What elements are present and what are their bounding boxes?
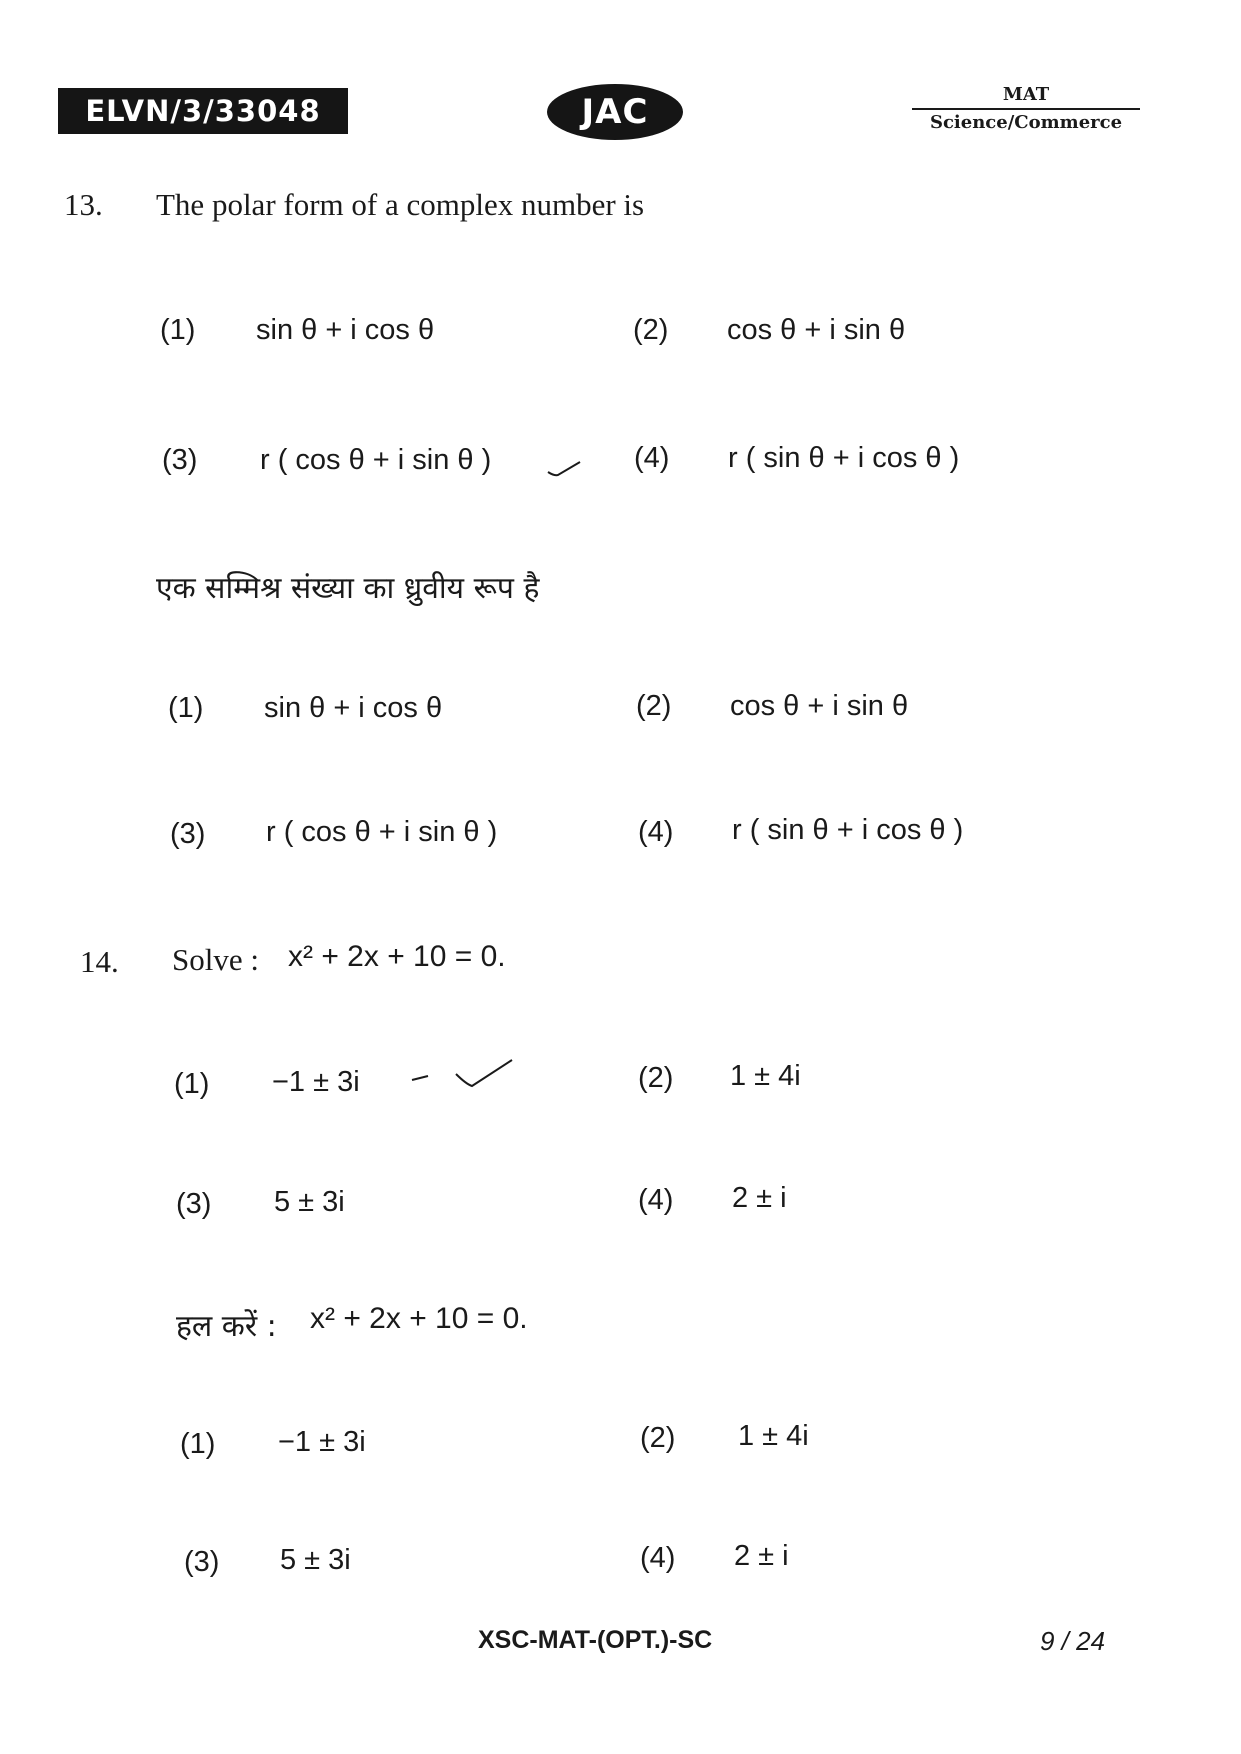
option-text: 2 ± i [732, 1182, 787, 1214]
page-number: 9 / 24 [1040, 1626, 1106, 1656]
question-number: 14. [80, 944, 119, 979]
option-text: cos θ + i sin θ [727, 314, 906, 346]
option-number: (3) [170, 818, 206, 850]
footer-code: XSC-MAT-(OPT.)-SC [478, 1626, 713, 1654]
option-number: (1) [160, 314, 196, 346]
option-text: −1 ± 3i [278, 1426, 366, 1458]
question-prefix: Solve : [172, 942, 259, 977]
question-text-hindi: एक सम्मिश्र संख्या का ध्रुवीय रूप है [156, 571, 540, 606]
option-text: 5 ± 3i [280, 1544, 351, 1576]
subject-label: MAT [912, 84, 1140, 110]
option-text: 1 ± 4i [730, 1060, 801, 1092]
jac-logo: JAC [547, 84, 683, 140]
option-number: (4) [634, 442, 670, 474]
check-mark-icon [410, 1056, 514, 1090]
question-prefix-hindi: हल करें : [176, 1309, 277, 1344]
option-text: sin θ + i cos θ [256, 314, 435, 346]
equation: x² + 2x + 10 = 0. [288, 940, 506, 973]
option-number: (2) [638, 1062, 674, 1094]
option-number: (2) [636, 690, 672, 722]
option-number: (1) [168, 692, 204, 724]
equation: x² + 2x + 10 = 0. [310, 1302, 528, 1335]
option-number: (3) [176, 1188, 212, 1220]
option-text: 2 ± i [734, 1540, 789, 1572]
option-text: −1 ± 3i [272, 1066, 360, 1098]
option-text: 1 ± 4i [738, 1420, 809, 1452]
option-number: (1) [174, 1068, 210, 1100]
option-number: (3) [184, 1546, 220, 1578]
stream-label: Science/Commerce [929, 112, 1123, 133]
subject-block [912, 84, 1140, 135]
option-text: r ( sin θ + i cos θ ) [732, 814, 964, 846]
option-number: (3) [162, 444, 198, 476]
question-number: 13. [64, 187, 103, 222]
option-text: cos θ + i sin θ [730, 690, 909, 722]
option-number: (4) [638, 1184, 674, 1216]
option-number: (1) [180, 1428, 216, 1460]
option-number: (4) [638, 816, 674, 848]
option-number: (2) [640, 1422, 676, 1454]
option-text: sin θ + i cos θ [264, 692, 443, 724]
option-number: (2) [633, 314, 669, 346]
option-text: 5 ± 3i [274, 1186, 345, 1218]
paper-code: ELVN/3/33048 [58, 88, 348, 134]
option-text: r ( cos θ + i sin θ ) [266, 816, 498, 848]
option-text: r ( sin θ + i cos θ ) [728, 442, 960, 474]
check-mark-icon [546, 458, 582, 480]
option-text: r ( cos θ + i sin θ ) [260, 444, 492, 476]
question-text: The polar form of a complex number is [156, 187, 645, 222]
option-number: (4) [640, 1542, 676, 1574]
